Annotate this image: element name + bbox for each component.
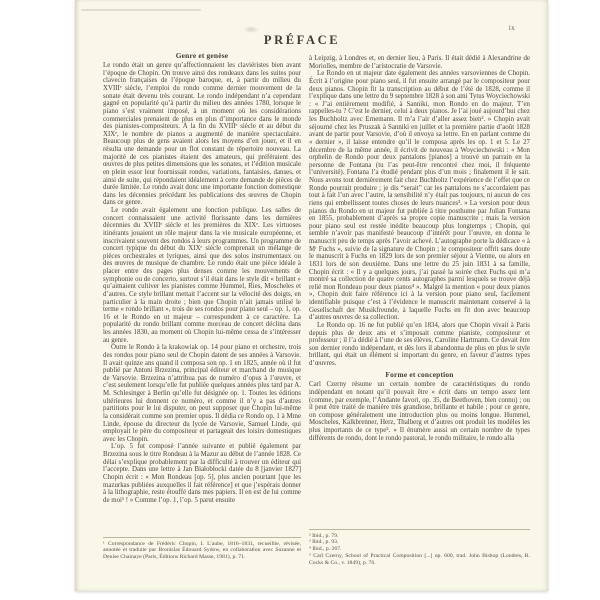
footnote-4: ⁴ Ibid., p. 267. — [309, 546, 342, 553]
paragraph-genre-3: Outre le Rondo à la krakowiak op. 14 pour piano et orchestre, trois des rondos pour piano seul de Chopin datent de ses années à Varsovie. Il avait quinze ans quand il composa son op. 1 en 1825, année où il fut publié par Antoni Brzezina, principal éditeur et marchand de musique de Varsovie. Brzezina n’attribua pas de numéro d’opus à l’œuvre, et c’est seulement lorsqu’elle fut publiée quelques années plus tard par A. M. Schlesinger à Berlin qu’elle fut désignée op. 1. Toutes les éditions ultérieures lui donnent ce numéro, et comme il n’y a pas d’autres partitions pour le lui disputer, on peut supposer que Chopin lui-même la considérait comme son premier opus. Il dédia ce Rondo op. 1 à Mme Linde, épouse du directeur du lycée de Varsovie, Samuel Linde, qui employait le père du compositeur et partageait des loisirs domestiques avec les Chopin. — [103, 344, 301, 443]
footnote-3: ³ Ibid., p. 93. — [309, 539, 339, 546]
footnote-2: ² Ibid., p. 79. — [309, 532, 339, 539]
scanned-book-page — [75, 0, 548, 591]
paragraph-genre-1: Le rondo était un genre qu’affectionnaient les claviéristes bien avant l’époque de Chopin. On trouve ainsi des rondeaux dans les suites pour clavecin françaises de l’époque baroque, et, à partir du milieu du XVIIIᵉ siècle, l’emploi du rondo comme dernier mouvement de la sonate était devenu très courant. Le rondo indépendant n’a cependant gagné en popularité qu’à partir du milieu des années 1780, lorsque le piano s’est vraiment imposé, à un moment où les considérations commerciales prenaient de plus en plus d’importance dans le monde des pianistes-compositeurs. À la fin du XVIIIᵉ siècle et au début du XIXᵉ, le nombre de pianos a augmenté de manière spectaculaire. Beaucoup plus de gens avaient alors les moyens d’en jouer, et il en résulta une demande pour un flot constant de répertoire nouveau. La majorité de ces pianistes étaient des amateurs, qui préféraient des œuvres de plus petites dimensions que les sonates, et l’édition musicale en plein essor leur fournissait rondos, variations, fantaisies, danses, et ainsi de suite, qui répondaient idéalement à cette demande de pièces de durée limitée. Le rondo avait donc une importante fonction domestique dans les décennies précédant les publications des œuvres de Chopin dans ce genre. — [103, 62, 301, 207]
paragraph-czerny: Carl Czerny résume un certain nombre de caractéristiques du rondo indépendant en notant qu’il pouvait être « écrit dans un tempo assez lent (comme, par exemple, l’Andante favori, op. 35, de Beethoven, bien connu) ; ou il peut être traité de manière très grandiose, brillante et habile ; pour ce genre, on compose généralement une introduction plus ou moins longue. Hummel, Moscheles, Kalkbrenner, Herz, Thalberg et d’autres ont produit les modèles les plus importants de ce type⁵. » Il énumère aussi un certain nombre de types différents de rondo, dont le rondo pastoral, le rondo militaire, le rondo alla — [309, 381, 530, 442]
paragraph-continuation: à Leipzig, à Londres et, en dernier lieu, à Paris. Il était dédié à Alexandrine de Moriolles, membre de l’aristocratie de Varsovie. — [309, 55, 530, 70]
right-column — [309, 55, 530, 442]
footnotes-right — [309, 529, 530, 566]
page-title: PRÉFACE — [263, 33, 341, 47]
footnotes-left — [103, 537, 301, 561]
section-heading-forme-et-conception: Forme et conception — [385, 370, 454, 380]
paragraph-genre-2: Le rondo avait également une fonction publique. Les salles de concert connaissaient une activité florissante dans les dernières décennies du XVIIIᵉ siècle et les premières du XIXᵉ. Les virtuoses itinérants jouaient un rôle majeur dans la vie musicale européenne, et inscrivaient souvent des rondos à leurs programmes. Un programme de concert typique du début du XIXᵉ siècle comprenait un mélange de pièces orchestrales et lyriques, ainsi que des solos instrumentaux ou des œuvres de musique de chambre. Le rondo était une pièce idéale à placer entre des pages plus denses comme les mouvements de symphonie ou de concerto, surtout s’il était dans le style dit « brillant » qu’aimaient cultiver les pianistes comme Hummel, Ries, Moscheles et d’autres. Ce style brillant mettait l’accent sur la vélocité des doigts, en particulier à la main droite ; bien que Chopin n’ait jamais utilisé le terme « rondo brillant », trois de ses rondos pour piano seul – op. 1, op. 16 et le Rondo en ut majeur – correspondent à ce caractère. La popularité du rondo brillant comme morceau de concert déclina dans les années 1830, au moment où Chopin lui-même cessa de s’intéresser au genre. — [103, 207, 301, 344]
paragraph-rondo-ut-majeur: Le Rondo en ut majeur date également des années varsoviennes de Chopin. Écrit à l’origine pour piano seul, il fut ensuite arrangé par le compositeur pour deux pianos. Chopin fit la transcription au début de l’été de 1828, comme il l’explique dans une lettre du 9 septembre 1828 à son ami Tytus Woyciechowski : « J’ai entièrement modifié, à Sanniki, mon Rondo en do majeur. T’en rappelles-tu ? C’est le dernier, celui à deux pianos. Je l’ai joué aujourd’hui chez les Buchholtz avec Ernemann. Il m’a l’air d’aller assez bien². » Chopin avait séjourné chez les Pruszak à Sanniki en juillet et la première partie d’août 1828 avant de partir pour Varsovie, d’où il envoya sa lettre. En en parlant comme du « dernier », il laisse entendre qu’il le composa après les op. 1 et 5. Le 27 décembre de la même année, il écrivit de nouveau à Woyciechowski : « Mon orphelin de Rondo pour deux pantalons [pianos] a trouvé un parrain en la personne de Fontana (tu l’as peut-être rencontré chez moi, il fréquente l’université). Fontana l’a étudié pendant plus d’un mois ; finalement il le sait. Nous avons tout dernièrement fait chez Buchholtz l’expérience de l’effet que ce Rondo pourrait produire ; je dis “serait” car les pantalons ne s’accordaient pas tout à fait l’un avec l’autre, la sensibilité n’y était pas toujours, ni aucun de ces riens qui embellissent toutes choses de leurs nuances³. » La version pour deux pianos du Rondo en ut majeur fut publiée à titre posthume par Julian Fontana en 1855, probablement d’après sa propre copie manuscrite ; mais la version pour piano seul est restée inédite beaucoup plus longtemps ; Chopin, qui semble n’avoir pas manifesté beaucoup d’intérêt pour l’œuvre, en donna le manuscrit peu de temps après l’avoir achevé. L’autographe porte la dédicace « à Mʳ Fuchs », suivie de la signature de Chopin ; le compositeur offrit sans doute le manuscrit à Fuchs en 1829 lors de son premier séjour à Vienne, ou alors en 1831 lors de son deuxième. Dans une lettre du 25 juin 1831 à sa famille, Chopin écrit : « Il y a quelques jours, j’ai passé la soirée chez Fuchs qui m’a montré sa collection de quatre cents autographes parmi lesquels se trouve déjà relié mon Rondeau pour deux pianos⁴ ». Malgré la mention « pour deux pianos », Chopin doit faire référence ici à la version pour piano seul, facilement identifiable puisque c’est à l’évidence le manuscrit maintenant conservé à la Gesellschaft der Musikfreunde, à laquelle Fuchs en fit don avec beaucoup d’autres œuvres de sa collection. — [309, 70, 530, 322]
scan-artifact-smudge — [243, 26, 259, 33]
footnote-5: ⁵ Carl Czerny, School of Practical Composition [...] op. 600, trad. John Bishop (Londres, R. Cocks & Co., v. 1849), p. 76. — [309, 552, 530, 566]
page-number: ix — [508, 25, 515, 32]
footnote-1: ¹ Correspondance de Frédéric Chopin, I. L’aube, 1816–1831, recueillie, révisée, annotée et traduite par Bronislas Édouard Sydow, en collaboration avec Suzanne et Denise Chainaye (Paris, Éditions Richard Masse, 1981), p. 71. — [103, 540, 301, 561]
left-column — [103, 52, 301, 504]
scan-artifact-line — [81, 9, 201, 11]
paragraph-genre-4: L’op. 5 fut composé l’année suivante et publié également par Brzezina sous le titre Rondeau à la Mazur au début de l’année 1828. Ce délai s’explique probablement par la difficulté à trouver un éditeur qui l’accepte. Dans une lettre à Jan Białobłocki datée du 8 [janvier 1827] Chopin écrit : « Mon Rondeau [op. 5], plus ancien pourtant [que les mazurkas publiées auxquelles il fait référence] et que j’espérais donner à la lithographie, reste étouffé dans mes papiers. Il en est de lui comme de moi¹ ! » Comme l’op. 1, l’op. 5 parut ensuite — [103, 443, 301, 504]
paragraph-rondo-op16: Le Rondo op. 16 ne fut publié qu’en 1834, alors que Chopin vivait à Paris depuis plus de deux ans et s’imposait comme pianiste, compositeur et professeur ; il l’a dédié à l’une de ses élèves, Caroline Hartmann. Ce devait être son dernier rondo indépendant, et dès lors il abandonna de plus en plus le style brillant, qui était un élément si important du genre, en faveur d’autres types d’œuvres. — [309, 321, 530, 367]
section-heading-genre-et-genese: Genre et genèse — [175, 51, 229, 60]
